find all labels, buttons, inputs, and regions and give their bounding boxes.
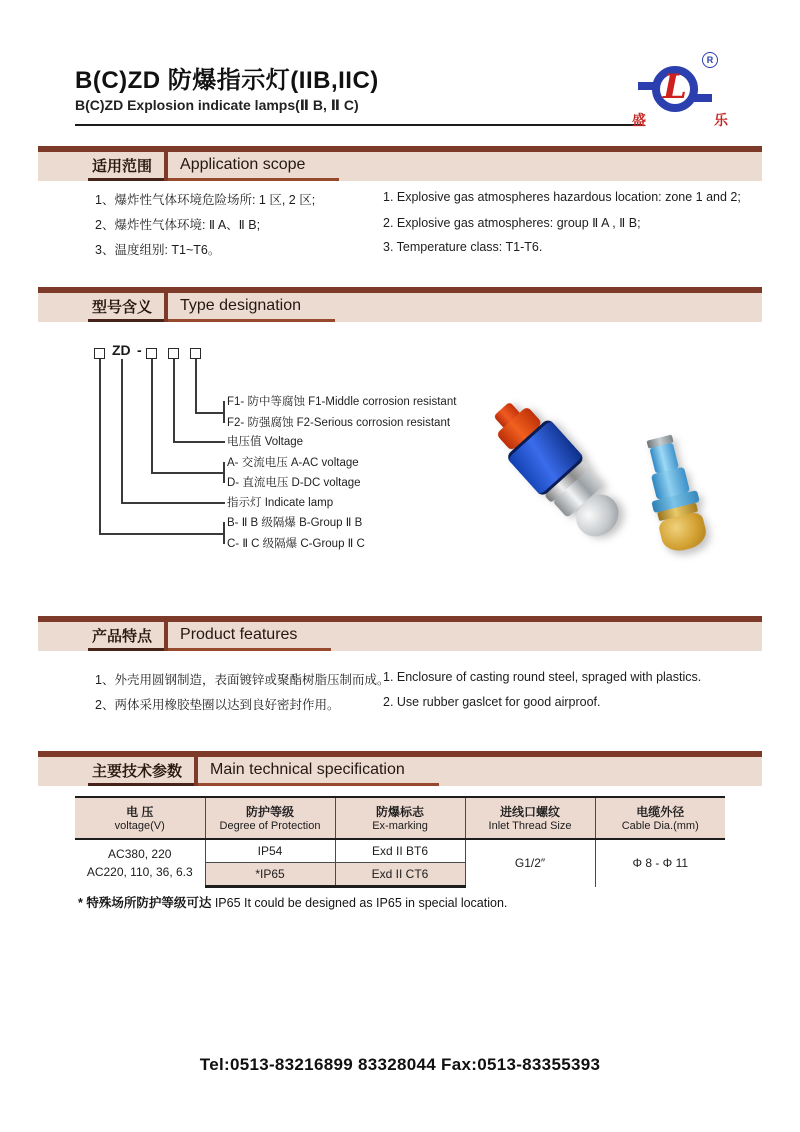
section-title-cn: 适用范围 bbox=[88, 152, 164, 181]
logo-brand-name bbox=[632, 110, 728, 130]
diagram-line bbox=[195, 359, 197, 412]
scope-en-item: 3. Temperature class: T1-T6. bbox=[383, 240, 543, 254]
diagram-line bbox=[223, 462, 225, 483]
marking-cell: Exd II BT6 bbox=[335, 839, 465, 863]
voltage-line: AC220, 110, 36, 6.3 bbox=[86, 865, 193, 880]
section-application-scope-header bbox=[38, 146, 762, 181]
code-prefix: ZD bbox=[112, 342, 131, 358]
diagram-line bbox=[223, 401, 225, 423]
section-main-spec-header bbox=[38, 751, 762, 786]
spec-header-cable bbox=[595, 797, 725, 839]
thread-cell: G1/2″ bbox=[465, 839, 595, 887]
section-type-designation-header bbox=[38, 287, 762, 322]
footnote-cn: * 特殊场所防护等级可达 bbox=[78, 896, 212, 910]
section-title-en: Main technical specification bbox=[198, 757, 439, 786]
spec-header-marking bbox=[335, 797, 465, 839]
protection-cell: IP54 bbox=[205, 839, 335, 863]
spec-header-protection bbox=[205, 797, 335, 839]
spec-table bbox=[75, 796, 725, 888]
footer-contact: Tel:0513-83216899 83328044 Fax:0513-83355393 bbox=[199, 1055, 601, 1074]
section-title-cn: 产品特点 bbox=[88, 622, 164, 651]
scope-en-item: 1. Explosive gas atmospheres hazardous location: zone 1 and 2; bbox=[383, 190, 741, 204]
designation-label: A- 交流电压 A-AC voltage bbox=[227, 457, 359, 469]
feature-en-item: 2. Use rubber gaslcet for good airproof. bbox=[383, 695, 601, 709]
spec-header-voltage bbox=[75, 797, 205, 839]
header-cn: 电 压 bbox=[126, 804, 154, 819]
designation-label: F1- 防中等腐蚀 F1-Middle corrosion resistant bbox=[227, 396, 457, 408]
designation-label: B- Ⅱ B 级隔爆 B-Group Ⅱ B bbox=[227, 517, 363, 529]
product-photo-small-lamp bbox=[615, 427, 730, 560]
header-cn: 电缆外径 bbox=[636, 804, 685, 819]
spec-header-thread bbox=[465, 797, 595, 839]
code-box-current bbox=[146, 348, 157, 359]
protection-cell: *IP65 bbox=[205, 863, 335, 887]
header-en: Degree of Protection bbox=[219, 819, 321, 832]
spec-footnote bbox=[78, 893, 507, 911]
footnote-en: IP65 It could be designed as IP65 in special location. bbox=[214, 896, 508, 910]
designation-label: 指示灯 Indicate lamp bbox=[227, 497, 334, 509]
spec-table-header-row bbox=[75, 797, 725, 839]
header-en: Ex-marking bbox=[372, 819, 428, 832]
scope-cn-item: 1、爆炸性气体环境危险场所: 1 区, 2 区; bbox=[95, 193, 316, 207]
feature-cn-item: 2、两体采用橡胶垫圈以达到良好密封作用。 bbox=[95, 698, 340, 712]
diagram-line bbox=[173, 441, 225, 443]
diagram-line bbox=[121, 359, 123, 502]
diagram-line bbox=[151, 359, 153, 472]
diagram-line bbox=[223, 522, 225, 544]
diagram-line bbox=[173, 359, 175, 441]
code-box-group bbox=[94, 348, 105, 359]
voltage-cell bbox=[75, 839, 205, 887]
feature-cn-item: 1、外壳用圆钢制造，表面镀锌或聚酯树脂压制而成。 bbox=[95, 673, 390, 687]
voltage-line: AC380, 220 bbox=[108, 847, 172, 862]
section-title-cn: 主要技术参数 bbox=[88, 757, 194, 786]
header-cn: 防护等级 bbox=[245, 804, 294, 819]
header-cn: 防爆标志 bbox=[375, 804, 424, 819]
header-en: voltage(V) bbox=[114, 819, 165, 832]
spec-table-row bbox=[75, 839, 725, 863]
logo-brand-char-2: 乐 bbox=[714, 112, 728, 128]
marking-cell: Exd II CT6 bbox=[335, 863, 465, 887]
designation-label: D- 直流电压 D-DC voltage bbox=[227, 477, 361, 489]
section-title-en: Application scope bbox=[168, 152, 339, 181]
designation-label: 电压值 Voltage bbox=[227, 436, 304, 448]
code-box-voltage bbox=[168, 348, 179, 359]
diagram-line bbox=[99, 533, 223, 535]
section-title-cn: 型号含义 bbox=[88, 293, 164, 322]
type-designation-diagram bbox=[90, 342, 510, 560]
header-en: Cable Dia.(mm) bbox=[621, 819, 699, 832]
header-rule bbox=[75, 124, 642, 126]
diagram-line bbox=[121, 502, 225, 504]
section-title-en: Type designation bbox=[168, 293, 335, 322]
header-cn: 进线口螺纹 bbox=[499, 804, 560, 819]
section-strip bbox=[38, 757, 762, 786]
logo-letter: L bbox=[663, 67, 687, 107]
page-subtitle: B(C)ZD Explosion indicate lamps(Ⅱ B, Ⅱ C) bbox=[75, 97, 359, 113]
page-title: B(C)ZD 防爆指示灯(IIB,IIC) bbox=[75, 67, 379, 94]
company-logo bbox=[630, 52, 740, 127]
code-box-corrosion bbox=[190, 348, 201, 359]
section-strip bbox=[38, 152, 762, 181]
scope-cn-item: 2、爆炸性气体环境: Ⅱ A、Ⅱ B; bbox=[95, 218, 261, 232]
diagram-line bbox=[151, 472, 223, 474]
feature-en-item: 1. Enclosure of casting round steel, spraged with plastics. bbox=[383, 670, 702, 684]
scope-cn-item: 3、温度组别: T1~T6。 bbox=[95, 243, 221, 257]
diagram-line bbox=[195, 412, 223, 414]
scope-en-item: 2. Explosive gas atmospheres: group Ⅱ A , Ⅱ B; bbox=[383, 216, 641, 230]
diagram-line bbox=[99, 359, 101, 533]
logo-brand-char-1: 盛 bbox=[632, 112, 646, 128]
cable-cell: Φ 8 - Φ 11 bbox=[595, 839, 725, 887]
section-product-features-header bbox=[38, 616, 762, 651]
designation-label: C- Ⅱ C 级隔爆 C-Group Ⅱ C bbox=[227, 538, 365, 550]
code-dash: - bbox=[137, 342, 142, 358]
registered-trademark-icon: R bbox=[702, 52, 718, 68]
header-en: Inlet Thread Size bbox=[488, 819, 572, 832]
section-strip bbox=[38, 622, 762, 651]
designation-label: F2- 防强腐蚀 F2-Serious corrosion resistant bbox=[227, 417, 451, 429]
section-title-en: Product features bbox=[168, 622, 331, 651]
section-strip bbox=[38, 293, 762, 322]
